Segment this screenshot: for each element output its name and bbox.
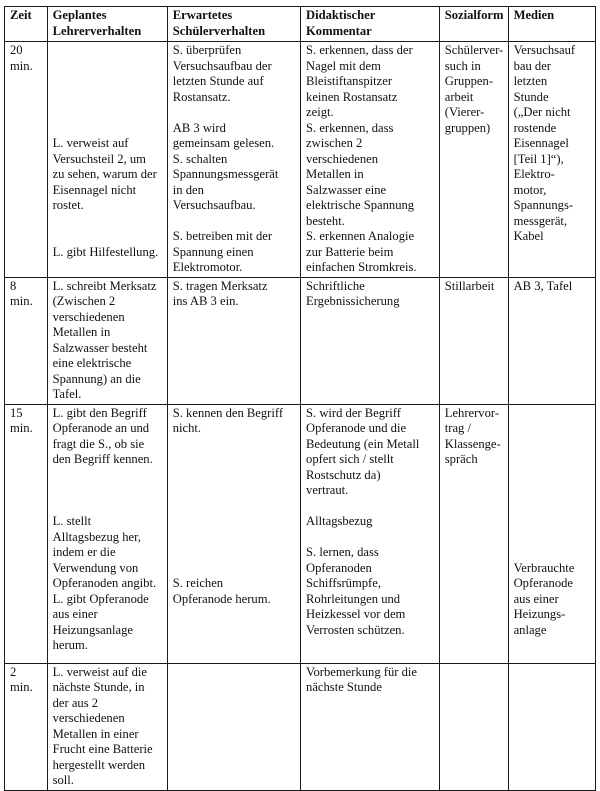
header-sozialform: Sozialform: [439, 7, 508, 42]
header-medien: Medien: [508, 7, 595, 42]
cell-medien: AB 3, Tafel: [508, 277, 595, 404]
cell-lehrer: L. verweist auf die nächste Stunde, in der aus 2 verschiedenen Metallen in einer Frucht eine Batterie hergestellt werden soll.: [47, 663, 167, 790]
cell-schueler: S. tragen Merksatz ins AB 3 ein.: [167, 277, 300, 404]
cell-sozialform: [439, 663, 508, 790]
cell-schueler: S. kennen den Begriff nicht. S. reichen Opferanode herum.: [167, 404, 300, 663]
cell-didaktik: S. erkennen, dass der Nagel mit dem Bleistiftanspitzer keinen Rostansatz zeigt. S. erkennen, dass zwischen 2 verschiedenen Metallen in Salzwasser eine elektrische Spannung besteht. S. erkennen Analogie zur Batterie beim einfachen Stromkreis.: [301, 42, 440, 278]
cell-schueler: S. überprüfen Versuchsaufbau der letzten Stunde auf Rostansatz. AB 3 wird gemeinsam gelesen. S. schalten Spannungsmessgerät in den Versuchsaufbau. S. betreiben mit der Spannung einen Elektromotor.: [167, 42, 300, 278]
table-row: [5, 277, 596, 404]
cell-didaktik: S. wird der Begriff Opferanode und die Bedeutung (ein Metall opfert sich / stellt Rostschutz da) vertraut. Alltagsbezug S. lernen, dass Opferanoden Schiffsrümpfe, Rohrleitungen und Heizkessel vor dem Verrosten schützen.: [301, 404, 440, 663]
cell-didaktik: Schriftliche Ergebnissicherung: [301, 277, 440, 404]
header-zeit: Zeit: [5, 7, 48, 42]
table-row: [5, 404, 596, 663]
table-row: [5, 42, 596, 278]
cell-medien: Verbrauchte Opferanode aus einer Heizungs- anlage: [508, 404, 595, 663]
cell-sozialform: Stillarbeit: [439, 277, 508, 404]
header-schuelerverhalten: Erwartetes Schülerverhalten: [167, 7, 300, 42]
cell-zeit: 8 min.: [5, 277, 48, 404]
table-row: [5, 663, 596, 790]
cell-zeit: 20 min.: [5, 42, 48, 278]
header-row: [5, 7, 596, 42]
cell-sozialform: Schülerver- such in Gruppen- arbeit (Vierer- gruppen): [439, 42, 508, 278]
cell-zeit: 2 min.: [5, 663, 48, 790]
header-didaktik: Didaktischer Kommentar: [301, 7, 440, 42]
cell-zeit: 15 min.: [5, 404, 48, 663]
cell-sozialform: Lehrervor- trag / Klassenge- spräch: [439, 404, 508, 663]
cell-lehrer: L. verweist auf Versuchsteil 2, um zu sehen, warum der Eisennagel nicht rostet. L. gibt Hilfestellung.: [47, 42, 167, 278]
cell-medien: [508, 663, 595, 790]
header-lehrerverhalten: Geplantes Lehrerverhalten: [47, 7, 167, 42]
cell-medien: Versuchsauf bau der letzten Stunde („Der nicht rostende Eisennagel [Teil 1]“), Elektro- motor, Spannungs- messgerät, Kabel: [508, 42, 595, 278]
cell-lehrer: L. schreibt Merksatz (Zwischen 2 verschiedenen Metallen in Salzwasser besteht eine elektrische Spannung) an die Tafel.: [47, 277, 167, 404]
cell-lehrer: L. gibt den Begriff Opferanode an und fragt die S., ob sie den Begriff kennen. L. stellt Alltagsbezug her, indem er die Verwendung von Opferanoden angibt. L. gibt Opferanode aus einer Heizungsanlage herum.: [47, 404, 167, 663]
lesson-plan-table: [4, 6, 596, 791]
cell-schueler: [167, 663, 300, 790]
cell-didaktik: Vorbemerkung für die nächste Stunde: [301, 663, 440, 790]
